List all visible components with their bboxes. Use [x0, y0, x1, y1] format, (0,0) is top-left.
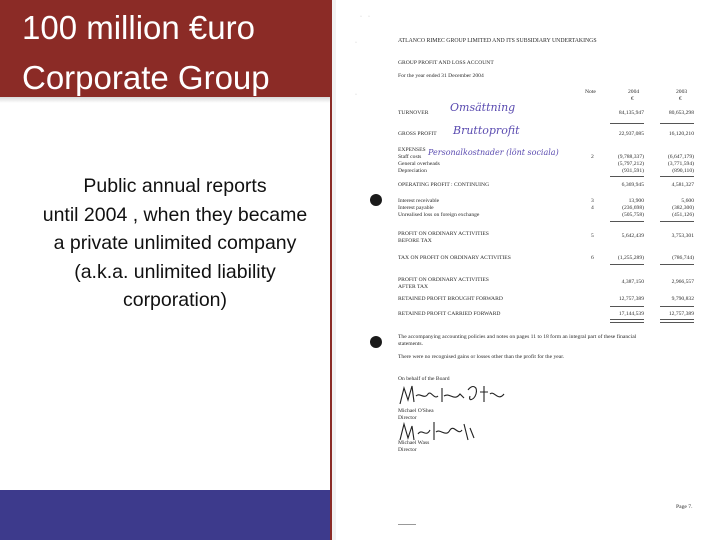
profit-before-tax-2004: 5,642,439 — [621, 233, 644, 239]
scan-mark — [398, 524, 416, 525]
signatory-2-name: Michael Wass — [398, 440, 430, 446]
row-gross-profit-label: GROSS PROFIT — [398, 131, 437, 137]
body-line: (a.k.a. unlimited liability — [74, 260, 276, 283]
profit-after-tax-2004: 4,387,150 — [621, 279, 644, 285]
interest-receivable-note: 3 — [591, 198, 594, 204]
col-2003-currency: € — [679, 96, 682, 102]
interest-payable-2003: (382,300) — [672, 205, 694, 211]
body-line: until 2004 , when they became — [42, 203, 308, 226]
notes-paragraph-2: statements. — [398, 341, 424, 347]
doc-period: For the year ended 31 December 2004 — [398, 73, 484, 79]
rule — [660, 306, 694, 307]
signature-1-image — [398, 382, 508, 408]
retained-cf-2003: 12,757,389 — [668, 311, 694, 317]
profit-after-tax-2003: 2,966,557 — [671, 279, 694, 285]
row-profit-after-tax-label-2: AFTER TAX — [398, 284, 429, 290]
depreciation-2003: (890,110) — [672, 168, 694, 174]
row-general-overheads-label: General overheads — [398, 161, 440, 167]
retained-cf-2004: 17,144,539 — [618, 311, 644, 317]
rule — [660, 123, 694, 124]
body-line: Public annual reports — [83, 175, 267, 197]
profit-before-tax-note: 5 — [591, 233, 594, 239]
rule — [660, 264, 694, 265]
slide-title-line-2: Corporate Group — [22, 59, 270, 96]
doc-company-header: ATLANCO RIMEC GROUP LIMITED AND ITS SUBSIDIARY UNDERTAKINGS — [398, 38, 597, 44]
signatory-2-title: Director — [398, 447, 417, 453]
title-shadow — [0, 97, 330, 103]
row-interest-payable-label: Interest payable — [398, 205, 434, 211]
interest-receivable-2004: 13,900 — [628, 198, 644, 204]
on-behalf-of-board: On behalf of the Board — [398, 376, 450, 382]
turnover-2004: 84,135,947 — [618, 110, 644, 116]
gross-profit-2004: 22,937,085 — [618, 131, 644, 137]
notes-paragraph-3: There were no recognised gains or losses other than the profit for the year. — [398, 354, 565, 360]
general-overheads-2003: (3,771,594) — [667, 161, 694, 167]
col-2004-currency: € — [631, 96, 634, 102]
staff-costs-2003: (6,647,179) — [667, 154, 694, 160]
notes-paragraph-1: The accompanying accounting policies and notes on pages 11 to 18 form an integral part of these financial — [398, 334, 637, 340]
operating-profit-2004: 6,369,945 — [621, 182, 644, 188]
row-unrealised-loss-label: Unrealised loss on foreign exchange — [398, 212, 480, 218]
rule — [660, 176, 694, 177]
panel-divider — [330, 0, 336, 540]
interest-payable-2004: (236,698) — [622, 205, 644, 211]
row-profit-before-tax-label-1: PROFIT ON ORDINARY ACTIVITIES — [398, 231, 489, 237]
gross-profit-2003: 16,120,210 — [668, 131, 694, 137]
double-rule — [660, 319, 694, 323]
turnover-2003: 80,653,298 — [668, 110, 694, 116]
page-number: Page 7. — [676, 504, 693, 510]
bottom-bar — [0, 490, 330, 540]
depreciation-2004: (931,591) — [622, 168, 644, 174]
doc-statement-title: GROUP PROFIT AND LOSS ACCOUNT — [398, 60, 494, 66]
rule — [610, 264, 644, 265]
body-line: a private unlimited company — [53, 232, 297, 254]
row-interest-receivable-label: Interest receivable — [398, 198, 440, 204]
retained-bf-2003: 9,790,832 — [671, 296, 694, 302]
row-retained-cf-label: RETAINED PROFIT CARRIED FORWARD — [398, 311, 501, 317]
handwritten-staff-costs: Personalkostnader (lönt sociala) — [428, 148, 559, 157]
slide-panel — [0, 0, 330, 540]
col-note-header: Note — [585, 89, 596, 95]
punch-hole-bottom — [370, 336, 382, 348]
retained-bf-2004: 12,757,389 — [618, 296, 644, 302]
tax-2003: (786,744) — [672, 255, 694, 261]
unrealised-loss-2003: (451,126) — [672, 212, 694, 218]
scan-speck: · — [355, 92, 357, 98]
profit-before-tax-2003: 3,753,301 — [671, 233, 694, 239]
general-overheads-2004: (5,797,212) — [617, 161, 644, 167]
interest-payable-note: 4 — [591, 205, 594, 211]
handwritten-turnover: Omsättning — [450, 101, 516, 114]
col-2004-header: 2004 — [628, 89, 640, 95]
interest-receivable-2003: 5,600 — [681, 198, 694, 204]
unrealised-loss-2004: (505,758) — [622, 212, 644, 218]
slide-title-line-1: 100 million €uro — [22, 9, 255, 46]
slide-body-text — [14, 172, 336, 315]
staff-costs-2004: (9,788,337) — [617, 154, 644, 160]
row-turnover-label: TURNOVER — [398, 110, 429, 116]
rule — [610, 221, 644, 222]
scan-speck: · — [355, 40, 357, 46]
rule — [610, 306, 644, 307]
row-depreciation-label: Depreciation — [398, 168, 427, 174]
row-profit-after-tax-label-1: PROFIT ON ORDINARY ACTIVITIES — [398, 277, 489, 283]
row-expenses-label: EXPENSES — [398, 147, 426, 153]
row-tax-label: TAX ON PROFIT ON ORDINARY ACTIVITIES — [398, 255, 511, 261]
row-profit-before-tax-label-2: BEFORE TAX — [398, 238, 432, 244]
rule — [610, 123, 644, 124]
row-staff-costs-label: Staff costs — [398, 154, 422, 160]
staff-costs-note: 2 — [591, 154, 594, 160]
rule — [610, 176, 644, 177]
handwritten-gross-profit: Bruttoprofit — [453, 124, 520, 137]
signatory-1-title: Director — [398, 415, 417, 421]
tax-2004: (1,255,289) — [617, 255, 644, 261]
scan-speck: · — [368, 14, 370, 20]
double-rule — [610, 319, 644, 323]
body-line: corporation) — [122, 289, 228, 311]
col-2003-header: 2003 — [676, 89, 688, 95]
row-operating-profit-label: OPERATING PROFIT : CONTINUING — [398, 182, 490, 188]
signatory-1-name: Michael O'Shea — [398, 408, 434, 414]
rule — [660, 221, 694, 222]
scanned-document — [340, 0, 720, 540]
tax-note: 6 — [591, 255, 594, 261]
title-banner — [0, 0, 330, 97]
scan-speck: · — [360, 14, 362, 20]
row-retained-bf-label: RETAINED PROFIT BROUGHT FORWARD — [398, 296, 503, 302]
punch-hole-top — [370, 194, 382, 206]
operating-profit-2003: 4,581,327 — [671, 182, 694, 188]
